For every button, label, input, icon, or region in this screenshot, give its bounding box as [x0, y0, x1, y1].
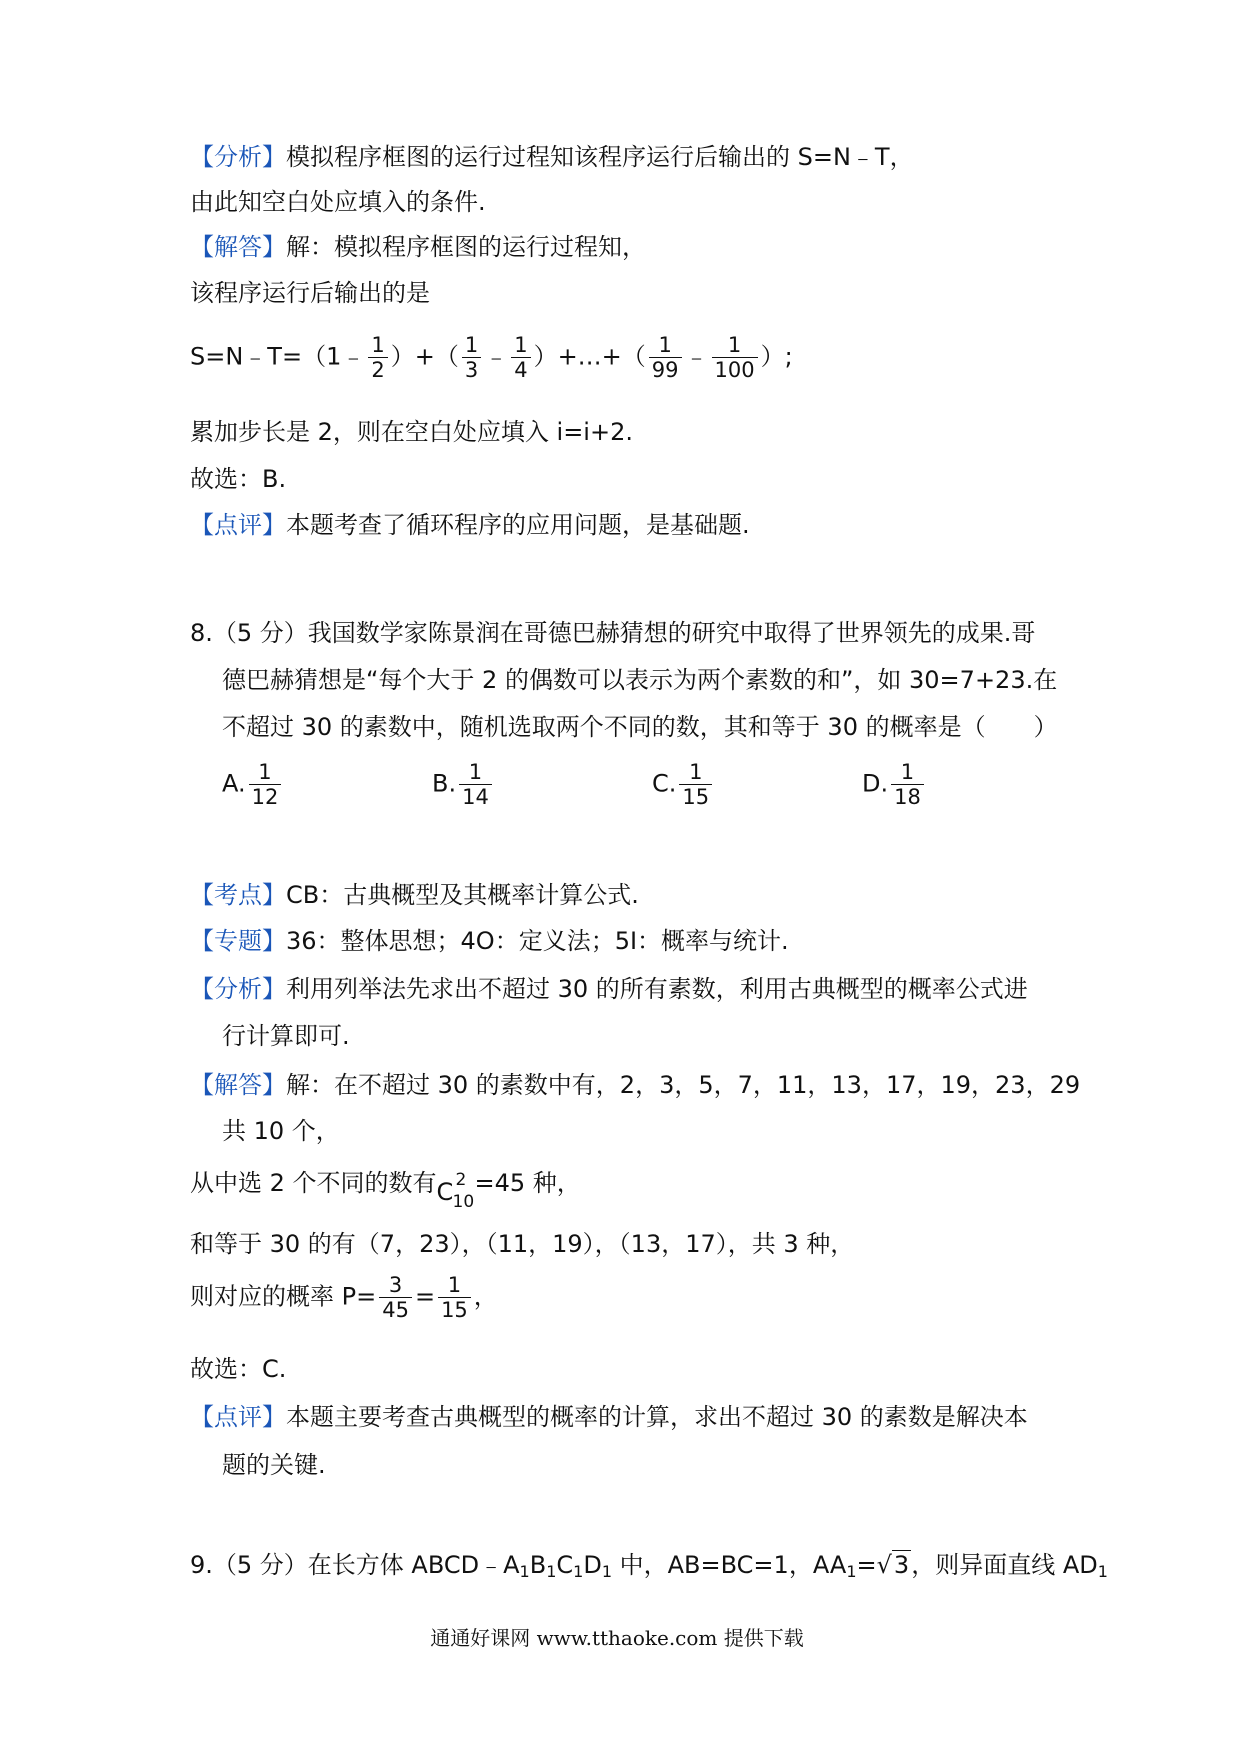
q8-analysis-line-1	[190, 972, 1028, 1006]
eq-mid-1: ）+（	[390, 342, 459, 371]
q8-answer-line-1	[190, 1068, 1080, 1102]
option-b: B. $\frac{1}{14}$	[432, 760, 495, 809]
q8-stem-line-1: 8.（5 分）我国数学家陈景润在哥德巴赫猜想的研究中取得了世界领先的成果.哥	[190, 619, 1036, 647]
comment-tag-2: 【点评】	[190, 1403, 286, 1431]
q7-answer-text-1: 解：模拟程序框图的运行过程知，	[286, 233, 646, 261]
fraction-1-15: $\frac{1}{15}$	[438, 1273, 471, 1322]
eq-minus-2: ﹣	[684, 342, 709, 371]
q8-zhuanti-text: 36：整体思想；4O：定义法；5I：概率与统计.	[286, 927, 789, 955]
comment-tag: 【点评】	[190, 511, 286, 539]
fraction-1-2: $\frac{1}{2}$	[368, 333, 387, 382]
q7-equation	[190, 333, 793, 382]
zhuanti-tag: 【专题】	[190, 927, 286, 955]
q8-comment-line-2: 题的关键.	[222, 1451, 326, 1479]
fraction-1-100: $\frac{1}{100}$	[712, 333, 758, 382]
q8-analysis-text-1: 利用列举法先求出不超过 30 的所有素数，利用古典概型的概率公式进	[286, 975, 1028, 1003]
q7-analysis-line-1	[190, 140, 914, 174]
q8-answer-text-1: 解：在不超过 30 的素数中有，2，3，5，7，11，13，17，19，23，29	[286, 1071, 1081, 1099]
sqrt-3: √3	[876, 1551, 910, 1579]
kaodian-tag: 【考点】	[190, 881, 286, 909]
q8-analysis-line-2: 行计算即可.	[222, 1022, 350, 1050]
fraction-3-45: $\frac{3}{45}$	[379, 1273, 412, 1322]
analysis-tag-2: 【分析】	[190, 975, 286, 1003]
q8-stem-line-3: 不超过 30 的素数中，随机选取两个不同的数，其和等于 30 的概率是（ ）	[222, 713, 1058, 741]
q7-answer-line-2: 该程序运行后输出的是	[190, 279, 430, 307]
q8-comment-text-1: 本题主要考查古典概型的概率的计算，求出不超过 30 的素数是解决本	[286, 1403, 1028, 1431]
option-d-fraction: $\frac{1}{18}$	[891, 760, 924, 809]
q8-kaodian-text: CB：古典概型及其概率计算公式.	[286, 881, 639, 909]
answer-tag-2: 【解答】	[190, 1071, 286, 1099]
combination-c-10-2: C 2 10	[436, 1170, 475, 1212]
q8-zhuanti-line	[190, 924, 789, 958]
option-a: A. $\frac{1}{12}$	[222, 760, 284, 809]
option-d: D. $\frac{1}{18}$	[862, 760, 927, 809]
q7-comment-line	[190, 508, 750, 542]
option-c: C. $\frac{1}{15}$	[652, 760, 715, 809]
q8-stem-line-2: 德巴赫猜想是“每个大于 2 的偶数可以表示为两个素数的和”，如 30=7+23.在	[222, 666, 1058, 694]
option-c-fraction: $\frac{1}{15}$	[679, 760, 712, 809]
q9-stem-line-1: 9.（5 分）在长方体 $ABCD﹣A_1B_1C_1D_1$ 中，AB=BC=1，$AA_1=√3$，则异面直线 $AD_1$	[190, 1548, 1108, 1589]
q8-answer-line-2: 共 10 个，	[222, 1117, 340, 1145]
q8-answer-line-3: 从中选 2 个不同的数有 C 2 10 =45 种，	[190, 1169, 581, 1212]
fraction-1-3: $\frac{1}{3}$	[462, 333, 481, 382]
q8-probability-line: 则对应的概率 P= $\frac{3}{45}$ = $\frac{1}{15}$ ，	[190, 1273, 498, 1322]
eq-suffix: ）;	[760, 342, 793, 371]
analysis-tag: 【分析】	[190, 143, 286, 171]
q8-choice: 故选：C.	[190, 1355, 287, 1383]
q7-analysis-text-1: 模拟程序框图的运行过程知该程序运行后输出的 S=N﹣T，	[286, 143, 914, 171]
fraction-1-99: $\frac{1}{99}$	[649, 333, 682, 382]
q8-comment-line-1	[190, 1400, 1028, 1434]
answer-tag: 【解答】	[190, 233, 286, 261]
eq-prefix: S=N﹣T=（1﹣	[190, 342, 366, 371]
eq-minus: ﹣	[484, 342, 509, 371]
q8-kaodian-line	[190, 878, 639, 912]
q7-answer-line-1	[190, 230, 646, 264]
eq-mid-2: ）+…+（	[533, 342, 646, 371]
q8-answer-line-4: 和等于 30 的有（7，23），（11，19），（13，17），共 3 种，	[190, 1230, 855, 1258]
fraction-1-4: $\frac{1}{4}$	[511, 333, 530, 382]
q7-choice: 故选：B.	[190, 465, 287, 493]
option-a-fraction: $\frac{1}{12}$	[249, 760, 282, 809]
q7-answer-line-3: 累加步长是 2，则在空白处应填入 i=i+2.	[190, 418, 633, 446]
page-footer: 通通好课网 www.tthaoke.com 提供下载	[430, 1626, 804, 1650]
option-b-fraction: $\frac{1}{14}$	[459, 760, 492, 809]
q7-analysis-line-2: 由此知空白处应填入的条件.	[190, 188, 486, 216]
q7-comment-text: 本题考查了循环程序的应用问题，是基础题.	[286, 511, 750, 539]
